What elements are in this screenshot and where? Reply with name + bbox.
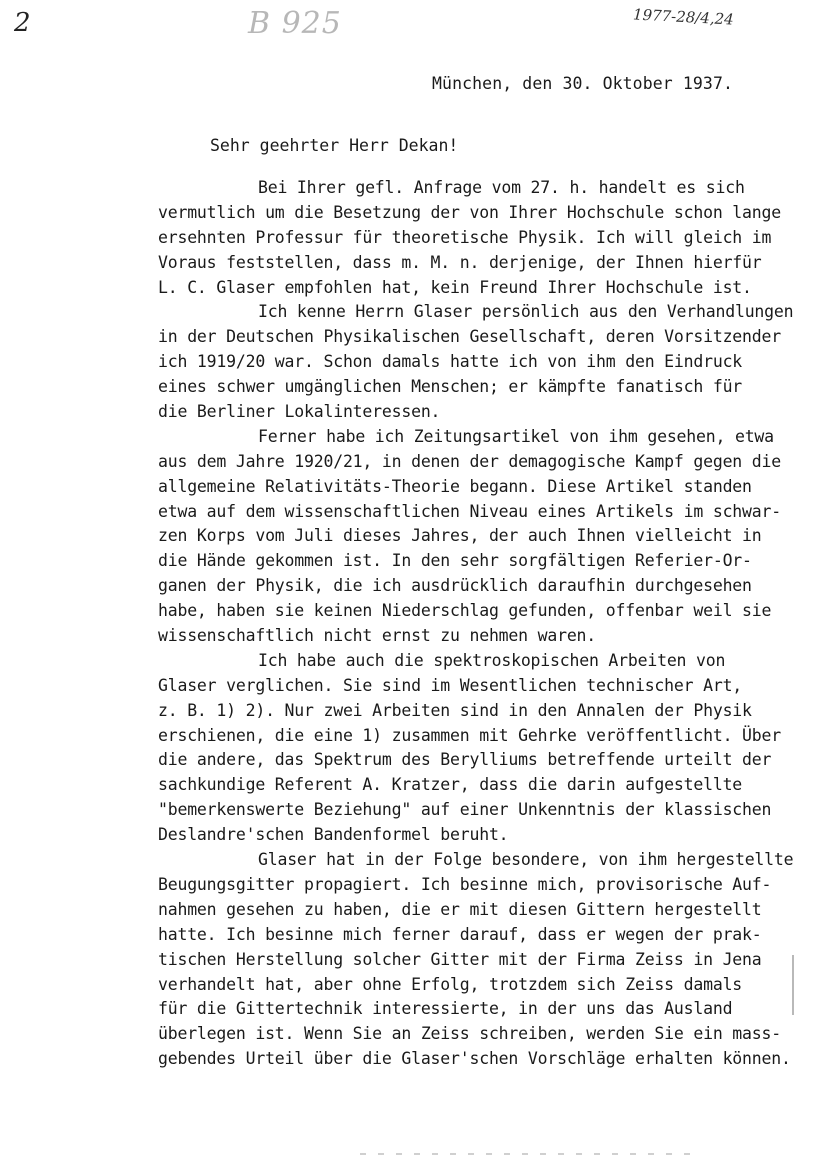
text-line: z. B. 1) 2). Nur zwei Arbeiten sind in den Annalen der Physik bbox=[158, 700, 752, 720]
text-line: erschienen, die eine 1) zusammen mit Gehrke veröffentlicht. Über bbox=[158, 725, 781, 745]
text-line: Voraus feststellen, dass m. M. n. derjenige, der Ihnen hierfür bbox=[158, 252, 762, 272]
text-line: L. C. Glaser empfohlen hat, kein Freund Ihrer Hochschule ist. bbox=[158, 277, 752, 297]
paragraph-first-line: Ich kenne Herrn Glaser persönlich aus den Verhandlungen bbox=[258, 302, 794, 322]
text-line: wissenschaftlich nicht ernst zu nehmen waren. bbox=[158, 626, 597, 646]
margin-pencil-mark bbox=[792, 955, 794, 1015]
text-line: Beugungsgitter propagiert. Ich besinne mich, provisorische Auf- bbox=[158, 874, 772, 894]
text-line: vermutlich um die Besetzung der von Ihrer Hochschule schon lange bbox=[158, 202, 781, 222]
text-line: allgemeine Relativitäts-Theorie begann. Diese Artikel standen bbox=[158, 476, 752, 496]
text-line: "bemerkenswerte Beziehung" auf einer Unkenntnis der klassischen bbox=[158, 800, 772, 820]
paragraph-first-line: Ferner habe ich Zeitungsartikel von ihm gesehen, etwa bbox=[258, 426, 774, 446]
paragraph-first-line: Bei Ihrer gefl. Anfrage vom 27. h. handelt es sich bbox=[258, 178, 745, 197]
paragraph-first-line: Glaser hat in der Folge besondere, von ihm hergestellte bbox=[258, 850, 794, 870]
text-line: etwa auf dem wissenschaftlichen Niveau eines Artikels im schwar- bbox=[158, 501, 781, 521]
text-line: für die Gittertechnik interessierte, in der uns das Ausland bbox=[158, 999, 733, 1019]
text-line: aus dem Jahre 1920/21, in denen der demagogische Kampf gegen die bbox=[158, 451, 781, 471]
text-line: die andere, das Spektrum des Berylliums betreffende urteilt der bbox=[158, 750, 772, 770]
text-line: hatte. Ich besinne mich ferner darauf, dass er wegen der prak- bbox=[158, 924, 762, 944]
page-number: 2 bbox=[14, 8, 31, 38]
text-line: zen Korps vom Juli dieses Jahres, der auch Ihnen vielleicht in bbox=[158, 526, 762, 546]
footer-bleed-marks bbox=[360, 1153, 700, 1155]
text-line: Deslandre'schen Bandenformel beruht. bbox=[158, 825, 509, 845]
archive-stamp: B 925 bbox=[248, 6, 342, 41]
text-line: tischen Herstellung solcher Gitter mit der Firma Zeiss in Jena bbox=[158, 949, 762, 969]
text-line: ich 1919/20 war. Schon damals hatte ich von ihm den Eindruck bbox=[158, 352, 743, 372]
text-line: sachkundige Referent A. Kratzer, dass die darin aufgestellte bbox=[158, 775, 743, 795]
text-line: habe, haben sie keinen Niederschlag gefunden, offenbar weil sie bbox=[158, 601, 772, 621]
archive-reference: 1977-28/4,24 bbox=[632, 5, 735, 29]
salutation: Sehr geehrter Herr Dekan! bbox=[210, 136, 459, 155]
text-line: eines schwer umgänglichen Menschen; er kämpfte fanatisch für bbox=[158, 377, 743, 397]
dateline: München, den 30. Oktober 1937. bbox=[432, 74, 734, 93]
text-line: ganen der Physik, die ich ausdrücklich daraufhin durchgesehen bbox=[158, 576, 752, 596]
text-line: gebendes Urteil über die Glaser'schen Vorschläge erhalten können. bbox=[158, 1049, 791, 1069]
text-line: nahmen gesehen zu haben, die er mit diesen Gittern hergestellt bbox=[158, 899, 762, 919]
text-line: in der Deutschen Physikalischen Gesellschaft, deren Vorsitzender bbox=[158, 327, 781, 347]
letter-body bbox=[158, 176, 828, 1072]
text-line: die Hände gekommen ist. In den sehr sorgfältigen Referier-Or- bbox=[158, 551, 752, 571]
text-line: überlegen ist. Wenn Sie an Zeiss schreiben, werden Sie ein mass- bbox=[158, 1024, 781, 1044]
paragraph-first-line: Ich habe auch die spektroskopischen Arbeiten von bbox=[258, 650, 726, 670]
text-line: die Berliner Lokalinteressen. bbox=[158, 402, 441, 422]
text-line: verhandelt hat, aber ohne Erfolg, trotzdem sich Zeiss damals bbox=[158, 974, 743, 994]
text-line: ersehnten Professur für theoretische Physik. Ich will gleich im bbox=[158, 227, 772, 247]
text-line: Glaser verglichen. Sie sind im Wesentlichen technischer Art, bbox=[158, 675, 743, 695]
